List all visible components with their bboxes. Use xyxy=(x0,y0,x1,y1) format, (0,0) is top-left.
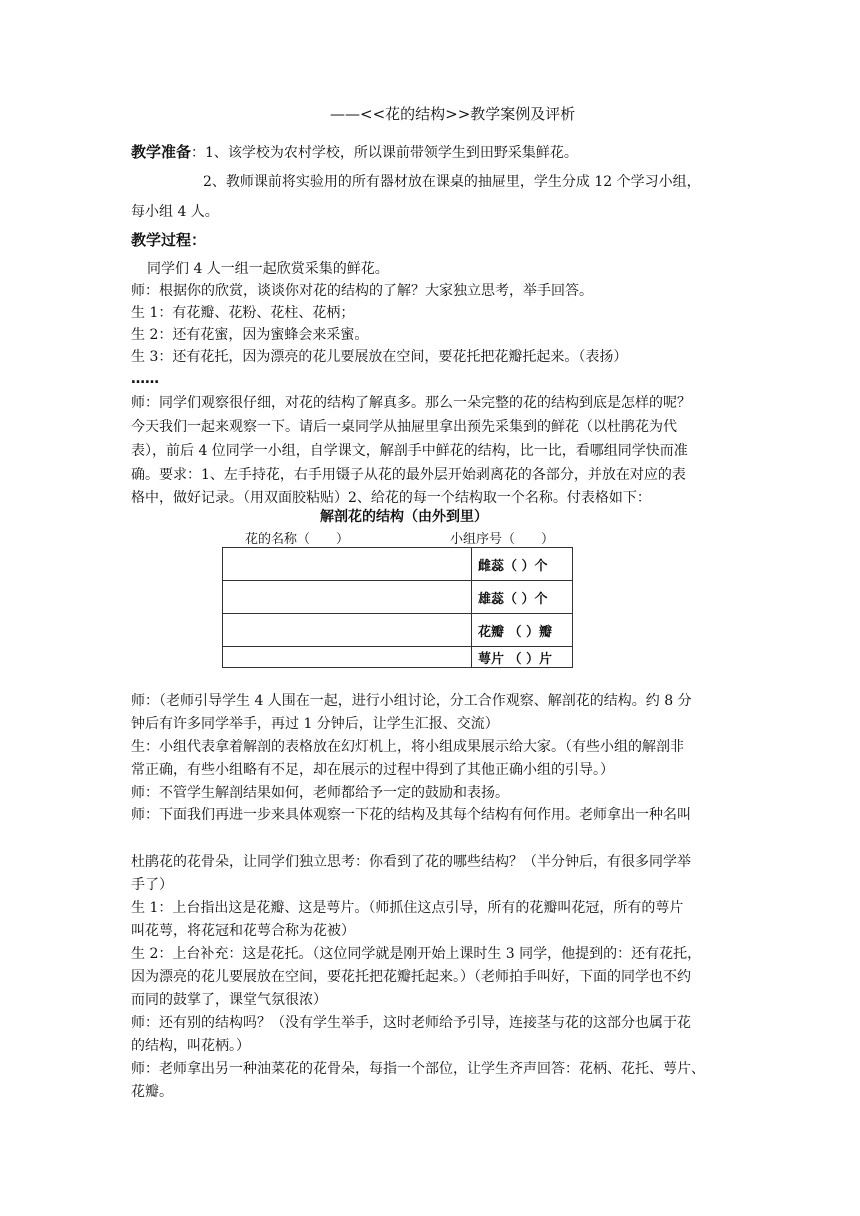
after-line: 师：还有别的结构吗？（没有学生举手，这时老师给予引导，连接茎与花的这部分也属于花 xyxy=(131,1015,691,1031)
prep-item-2b: 每小组 4 人。 xyxy=(131,204,219,220)
page-title: ——<<花的结构>>教学案例及评析 xyxy=(330,105,576,123)
after-line: 常正确，有些小组略有不足，却在展示的过程中得到了其他正确小组的引导。） xyxy=(131,762,614,778)
after-line: 生 2：上台补充：这是花托。（这位同学就是刚开始上课时生 3 同学，他提到的：还有花托， xyxy=(131,946,702,962)
after-line: 花瓣。 xyxy=(131,1084,173,1100)
after-line: 杜鹃花的花骨朵，让同学们独立思考：你看到了花的哪些结构？（半分钟后，有很多同学举 xyxy=(131,854,691,870)
table-row xyxy=(223,614,573,647)
process-line: 表），前后 4 位同学一小组，自学课文，解剖手中鲜花的结构，比一比，看哪组同学快而准 xyxy=(131,443,688,459)
prep-item-1: ：1、该学校为农村学校，所以课前带领学生到田野采集鲜花。 xyxy=(191,145,578,161)
process-line: 格中，做好记录。（用双面胶粘贴）2、给花的每一个结构取一个名称。付表格如下： xyxy=(131,490,651,506)
table-cell-blank xyxy=(223,614,472,647)
table-row xyxy=(223,647,573,668)
table-cell-petal: 花瓣 （ ）瓣 xyxy=(472,614,573,647)
prep-label: 教学准备 xyxy=(131,143,192,161)
after-line: 因为漂亮的花儿要展放在空间，要花托把花瓣托起来。）（老师拍手叫好，下面的同学也不约 xyxy=(131,969,691,985)
after-line: 叫花萼，将花冠和花萼合称为花被） xyxy=(131,923,355,939)
process-line: 生 3：还有花托，因为漂亮的花儿要展放在空间，要花托把花瓣托起来。（表扬） xyxy=(131,349,628,365)
after-line: 师：不管学生解剖结果如何，老师都给予一定的鼓励和表扬。 xyxy=(131,785,509,801)
table-cell-blank xyxy=(223,647,472,668)
table-row xyxy=(223,548,573,581)
table-cell-pistil: 雌蕊（ ）个 xyxy=(472,548,573,581)
table-cell-sepal: 萼片 （ ）片 xyxy=(472,647,573,668)
prep-item-2a: 2、教师课前将实验用的所有器材放在课桌的抽屉里，学生分成 12 个学习小组， xyxy=(203,174,701,190)
after-line: 钟后有许多同学举手，再过 1 分钟后，让学生汇报、交流） xyxy=(131,716,499,732)
prep-line-1 xyxy=(131,142,731,163)
process-line: 确。要求：1、左手持花，右手用镊子从花的最外层开始剥离花的各部分，并放在对应的表 xyxy=(131,467,686,483)
after-line: 师：下面我们再进一步来具体观察一下花的结构及其每个结构有何作用。老师拿出一种名叫 xyxy=(131,807,691,823)
table-cell-blank xyxy=(223,581,472,614)
table-title: 解剖花的结构（由外到里） xyxy=(320,509,488,525)
process-label: 教学过程： xyxy=(131,231,207,249)
table-row xyxy=(223,581,573,614)
after-line: 师：（老师引导学生 4 人围在一起，进行小组讨论，分工合作观察、解剖花的结构。约 8 分 xyxy=(131,693,692,709)
group-number-label: 小组序号（ ） xyxy=(450,532,555,547)
flower-name-label: 花的名称（ ） xyxy=(245,532,350,547)
dissection-table xyxy=(222,547,573,668)
process-line: 同学们 4 人一组一起欣赏采集的鲜花。 xyxy=(147,261,389,277)
process-line: 师：同学们观察很仔细，对花的结构了解真多。那么一朵完整的花的结构到底是怎样的呢？ xyxy=(131,395,691,411)
after-line: 生 1：上台指出这是花瓣、这是萼片。（师抓住这点引导，所有的花瓣叫花冠，所有的萼片 xyxy=(131,900,684,916)
after-line: 师：老师拿出另一种油菜花的花骨朵，每指一个部位，让学生齐声回答：花柄、花托、萼片、 xyxy=(131,1061,705,1077)
table-cell-blank xyxy=(223,548,472,581)
table-cell-stamen: 雄蕊（ ）个 xyxy=(472,581,573,614)
process-line: …… xyxy=(131,371,159,387)
process-line: 生 1：有花瓣、花粉、花柱、花柄； xyxy=(131,305,355,321)
after-line: 手了） xyxy=(131,877,173,893)
process-line: 生 2：还有花蜜，因为蜜蜂会来采蜜。 xyxy=(131,327,369,343)
after-line: 而同的鼓掌了，课堂气氛很浓） xyxy=(131,992,327,1008)
after-line: 的结构，叫花柄。） xyxy=(131,1038,250,1054)
after-line: 生：小组代表拿着解剖的表格放在幻灯机上，将小组成果展示给大家。（有些小组的解剖非 xyxy=(131,739,684,755)
process-line: 师：根据你的欣赏，谈谈你对花的结构的了解？大家独立思考，举手回答。 xyxy=(131,283,593,299)
process-line: 今天我们一起来观察一下。请后一桌同学从抽屉里拿出预先采集到的鲜花（以杜鹃花为代 xyxy=(131,419,677,435)
